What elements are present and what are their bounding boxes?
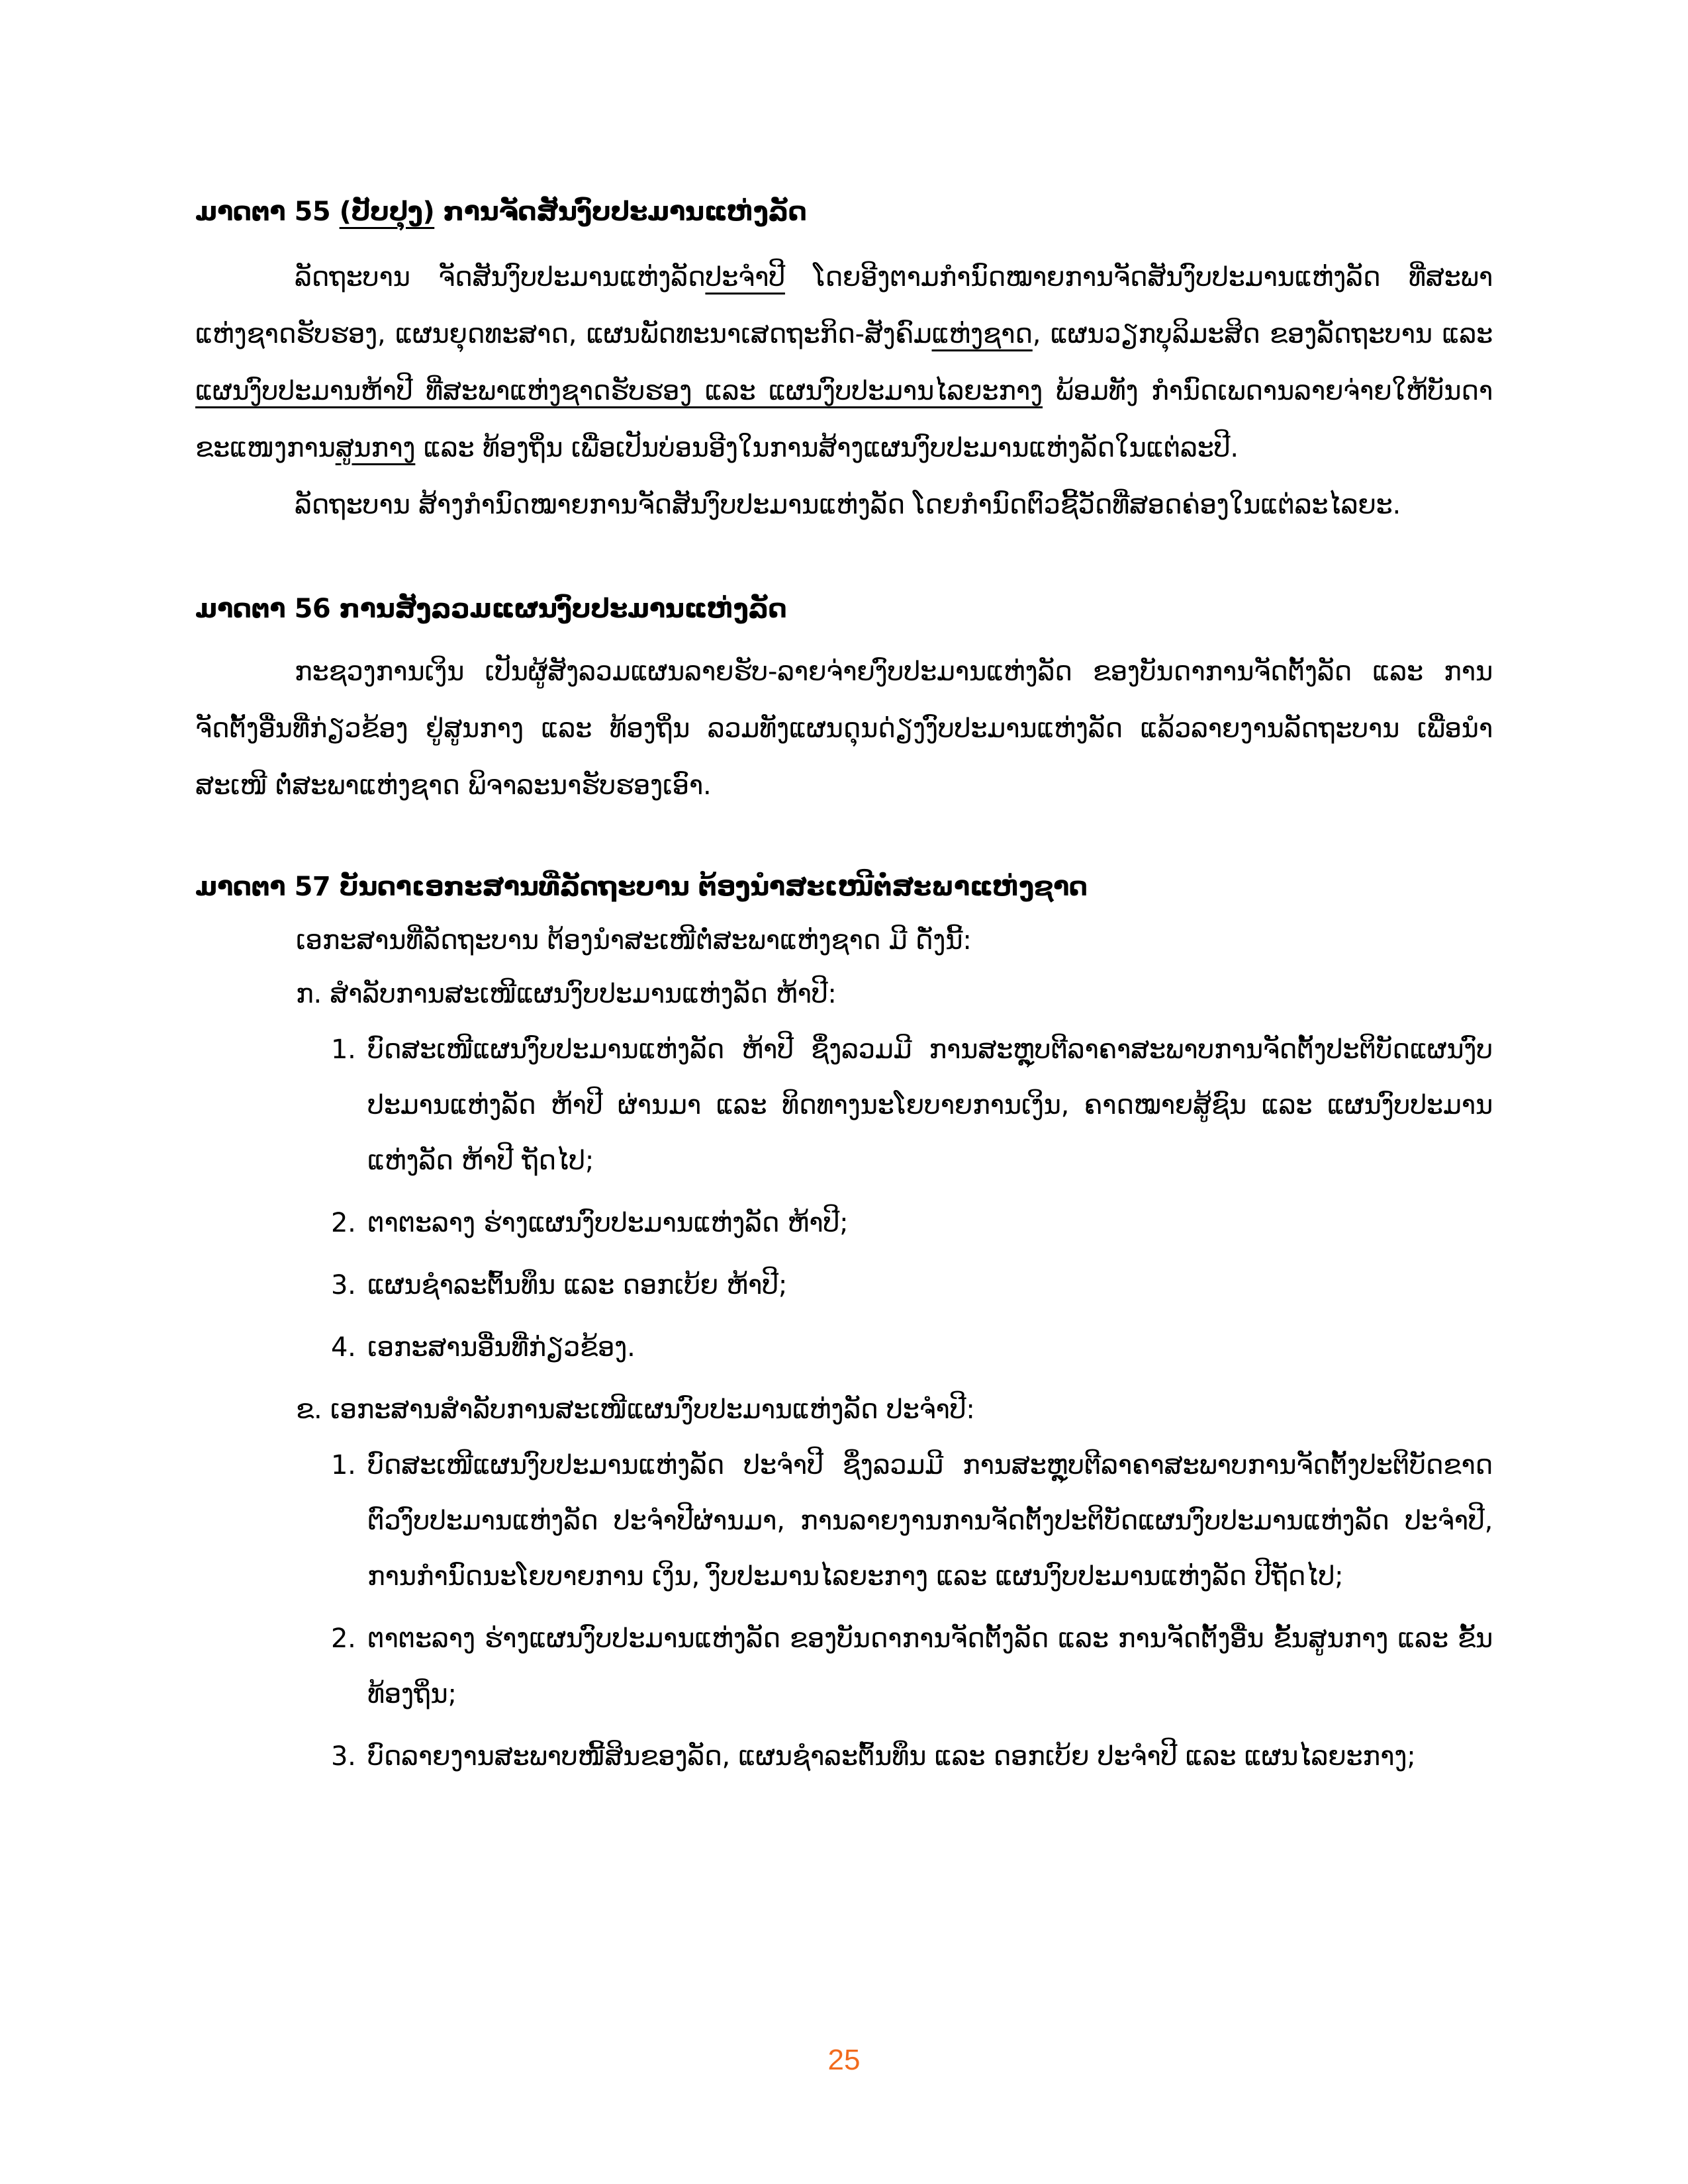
document-page xyxy=(195,192,1493,1791)
list-item xyxy=(195,1195,1493,1251)
list-item-text: ບົດລາຍງານສະພາບໜີ້ສິນຂອງລັດ, ແຜນຊໍາລະຕົ້ນທຶນ ແລະ ດອກເບ້ຍ ປະຈໍາປີ ແລະ ແຜນໄລຍະກາງ; xyxy=(367,1741,1416,1772)
underlined-text: ແຫ່ງຊາດ xyxy=(931,319,1033,349)
list-item xyxy=(195,1022,1493,1189)
text-segment: , ແຜນວຽກບຸລິມະສິດ ຂອງລັດຖະບານ ແລະ xyxy=(1032,319,1493,349)
article-57-heading: ມາດຕາ 57 ບັນດາເອກະສານທີ່ລັດຖະບານ ຕ້ອງນໍາສະເໜີຕໍ່ສະພາແຫ່ງຊາດ xyxy=(195,872,1088,902)
list-item xyxy=(195,1611,1493,1722)
list-item-text: ຕາຕະລາງ ຮ່າງແຜນງົບປະມານແຫ່ງລັດ ຫ້າປີ; xyxy=(367,1208,849,1238)
list-item xyxy=(195,1729,1493,1784)
text-segment: ແລະ ທ້ອງຖິ່ນ ເພື່ອເປັນບ່ອນອີງໃນການສ້າງແຜນງົບປະມານແຫ່ງລັດໃນແຕ່ລະປີ. xyxy=(415,433,1239,463)
page-number: 25 xyxy=(827,2044,861,2076)
article-55-title: ການຈັດສັນງົບປະມານແຫ່ງລັດ xyxy=(434,197,807,227)
article-55-paragraph-1 xyxy=(195,249,1493,477)
underlined-text: ແຜນງົບປະມານຫ້າປີ ທີ່ສະພາແຫ່ງຊາດຮັບຮອງ ແລະ ແຜນງົບປະມານໄລຍະກາງ xyxy=(195,376,1043,406)
list-item-text: ບົດສະເໜີແຜນງົບປະມານແຫ່ງລັດ ຫ້າປີ ຊຶ່ງລວມມີ ການສະຫຼຸບຕີລາຄາສະພາບການຈັດຕັ້ງປະຕິບັດແຜນງົບປະມານແຫ່ງລັດ ຫ້າປີ ຜ່ານມາ ແລະ ທິດທາງນະໂຍບາຍການເງິນ, ຄາດໝາຍສູ້ຊົນ ແລະ ແຜນງົບປະມານແຫ່ງລັດ ຫ້າປີ ຖັດໄປ; xyxy=(367,1034,1493,1176)
amended-tag: (ປັບປຸງ) xyxy=(339,197,435,227)
underlined-text: ປະຈໍາປີ xyxy=(705,262,785,293)
article-55-paragraph-2: ລັດຖະບານ ສ້າງກໍານົດໝາຍການຈັດສັນງົບປະມານແຫ່ງລັດ ໂດຍກໍານົດຕົວຊີ້ວັດທີ່ສອດຄ່ອງໃນແຕ່ລະໄລຍະ. xyxy=(295,490,1401,520)
list-item-text: ບົດສະເໜີແຜນງົບປະມານແຫ່ງລັດ ປະຈໍາປີ ຊຶ່ງລວມມີ ການສະຫຼຸບຕີລາຄາສະພາບການຈັດຕັ້ງປະຕິບັດຂາດຕົວງົບປະມານແຫ່ງລັດ ປະຈໍາປີຜ່ານມາ, ການລາຍງານການຈັດຕັ້ງປະຕິບັດແຜນງົບປະມານແຫ່ງລັດ ປະຈໍາປີ, ການກໍານົດນະໂຍບາຍການ ເງິນ, ງົບປະມານໄລຍະກາງ ແລະ ແຜນງົບປະມານແຫ່ງລັດ ປີຖັດໄປ; xyxy=(367,1450,1493,1592)
text-segment: ລັດຖະບານ ຈັດສັນງົບປະມານແຫ່ງລັດ xyxy=(295,262,706,293)
underlined-text: ສູນກາງ xyxy=(335,433,416,463)
article-55-heading xyxy=(195,192,1493,232)
article-57 xyxy=(195,867,1493,1784)
list-item-number: 3. xyxy=(331,1741,356,1772)
list-item-number: 2. xyxy=(331,1208,356,1238)
section-ka-list xyxy=(195,1022,1493,1375)
section-ka xyxy=(195,966,1493,1375)
list-item-number: 1. xyxy=(331,1034,356,1065)
list-item xyxy=(195,1320,1493,1375)
section-kha xyxy=(195,1382,1493,1784)
list-item-number: 4. xyxy=(331,1332,356,1363)
list-item-number: 1. xyxy=(331,1450,356,1480)
section-kha-list xyxy=(195,1437,1493,1784)
text-segment: ໂດຍອີງຕາມກໍານົດໝາຍການຈັດສັນງົບປະມານແຫ່ງລັດ ທີ່ສະພາແຫ່ງຊາດຮັບຮອງ, ແຜນຍຸດທະສາດ, ແຜນພັດທະນາເສດຖະກິດ-ສັງຄົມ xyxy=(195,262,1493,349)
article-56-paragraph-1: ກະຊວງການເງິນ ເປັນຜູ້ສັງລວມແຜນລາຍຮັບ-ລາຍຈ່າຍງົບປະມານແຫ່ງລັດ ຂອງບັນດາການຈັດຕັ້ງລັດ ແລະ ການຈັດຕັ້ງອື່ນທີ່ກ່ຽວຂ້ອງ ຢູ່ສູນກາງ ແລະ ທ້ອງຖິ່ນ ລວມທັງແຜນດຸນດ່ຽງງົບປະມານແຫ່ງລັດ ແລ້ວລາຍງານລັດຖະບານ ເພື່ອນໍາສະເໜີ ຕໍ່ສະພາແຫ່ງຊາດ ພິຈາລະນາຮັບຮອງເອົາ. xyxy=(195,657,1493,801)
list-item xyxy=(195,1257,1493,1313)
article-56 xyxy=(195,589,1493,814)
list-item-text: ເອກະສານອື່ນທີ່ກ່ຽວຂ້ອງ. xyxy=(367,1332,635,1363)
list-item-number: 3. xyxy=(331,1270,356,1300)
article-55 xyxy=(195,192,1493,533)
list-item xyxy=(195,1437,1493,1604)
list-item-text: ແຜນຊໍາລະຕົ້ນທຶນ ແລະ ດອກເບ້ຍ ຫ້າປີ; xyxy=(367,1270,787,1300)
article-56-heading: ມາດຕາ 56 ການສັງລວມແຜນງົບປະມານແຫ່ງລັດ xyxy=(195,594,787,624)
list-item-number: 2. xyxy=(331,1623,356,1654)
section-ka-label: ກ. ສໍາລັບການສະເໜີແຜນງົບປະມານແຫ່ງລັດ ຫ້າປີ: xyxy=(296,979,837,1009)
text-segment: ພ້ອມທັງ ກໍານົດເພດານລາຍຈ່າຍໃຫ້ບັນດາຂະແໜງການ xyxy=(195,376,1493,463)
section-kha-label: ຂ. ເອກະສານສໍາລັບການສະເໜີແຜນງົບປະມານແຫ່ງລັດ ປະຈໍາປີ: xyxy=(296,1394,975,1425)
list-item-text: ຕາຕະລາງ ຮ່າງແຜນງົບປະມານແຫ່ງລັດ ຂອງບັນດາການຈັດຕັ້ງລັດ ແລະ ການຈັດຕັ້ງອື່ນ ຂັ້ນສູນກາງ ແລະ ຂັ້ນທ້ອງຖິ່ນ; xyxy=(367,1623,1493,1709)
article-57-intro: ເອກະສານທີ່ລັດຖະບານ ຕ້ອງນໍາສະເໜີຕໍ່ສະພາແຫ່ງຊາດ ມີ ດັ່ງນີ້: xyxy=(296,925,972,956)
article-55-number: ມາດຕາ 55 xyxy=(195,197,340,227)
